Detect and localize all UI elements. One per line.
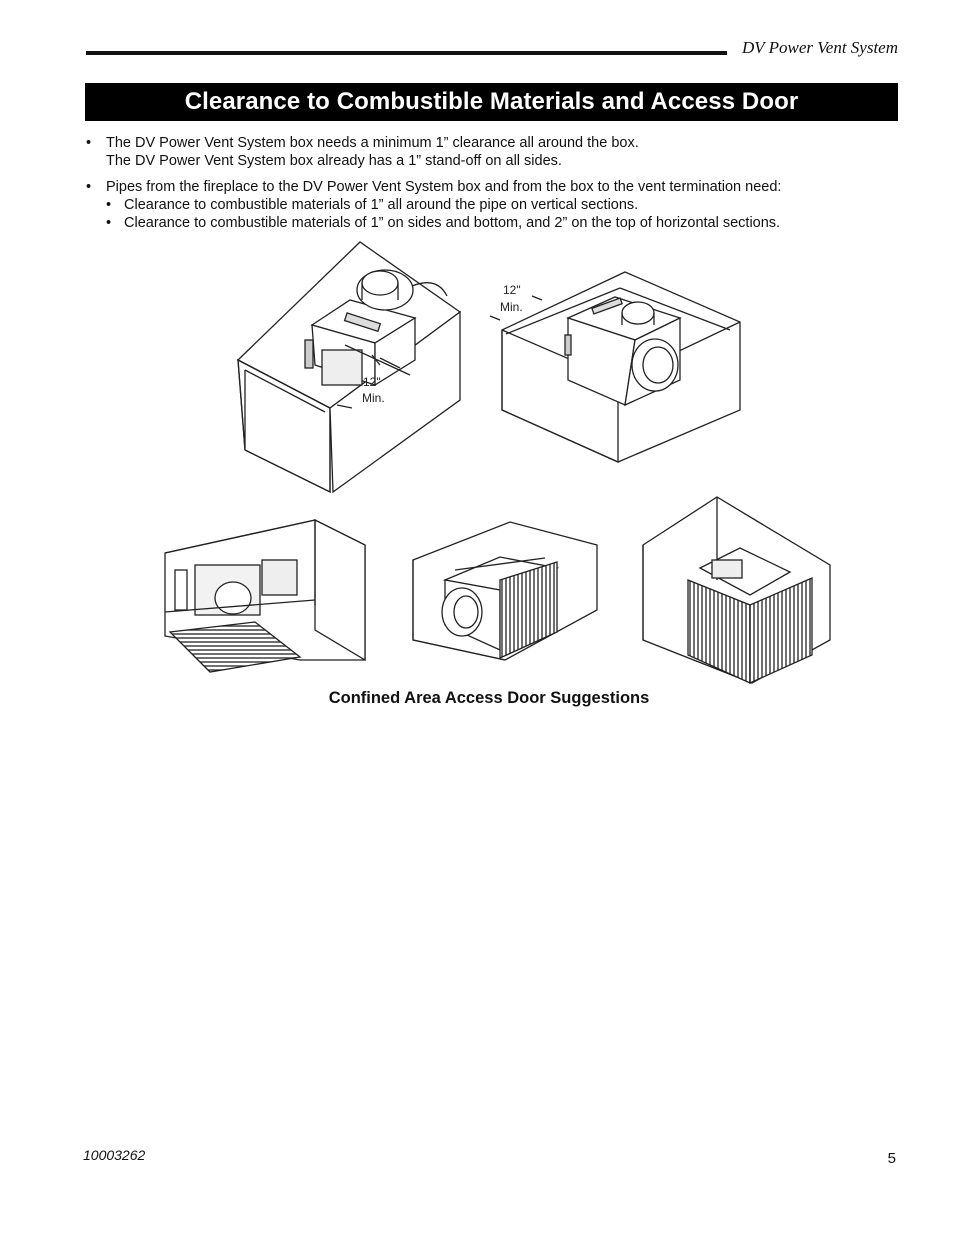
bullet-dot: • — [106, 215, 112, 231]
figure-ceiling-grille-access — [165, 520, 365, 672]
bullet-line: The DV Power Vent System box already has a 1” stand-off on all sides. — [106, 153, 562, 169]
bullet-line: Pipes from the fireplace to the DV Power Vent System box and from the box to the vent termination need: — [106, 179, 782, 195]
bullet-dot: • — [86, 135, 92, 151]
dim1-value: 12" — [363, 375, 381, 389]
figure-enclosure-top-access — [238, 242, 460, 492]
bullet-dot: • — [86, 179, 92, 195]
dim2-unit: Min. — [500, 300, 523, 314]
figure-side-grille-access — [413, 522, 597, 660]
document-number: 10003262 — [83, 1147, 146, 1163]
bullet-dot: • — [106, 197, 112, 213]
running-header: DV Power Vent System — [742, 38, 898, 57]
sub-bullet-text: Clearance to combustible materials of 1” on sides and bottom, and 2” on the top of horizontal sections. — [124, 215, 781, 231]
figure-caption — [0, 689, 954, 708]
figure-caption-text: Confined Area Access Door Suggestions — [328, 689, 650, 707]
sub-bullet-text: Clearance to combustible materials of 1” all around the pipe on vertical sections. — [124, 197, 639, 213]
dim2-value: 12" — [503, 283, 521, 297]
dim1-unit: Min. — [362, 391, 385, 405]
figure-enclosure-open-top — [490, 272, 740, 462]
bullet-line: The DV Power Vent System box needs a minimum 1” clearance all around the box. — [106, 135, 639, 151]
section-title: Clearance to Combustible Materials and Access Door — [184, 88, 799, 115]
figure-corner-grille-access — [643, 497, 830, 683]
page-number: 5 — [887, 1150, 896, 1167]
